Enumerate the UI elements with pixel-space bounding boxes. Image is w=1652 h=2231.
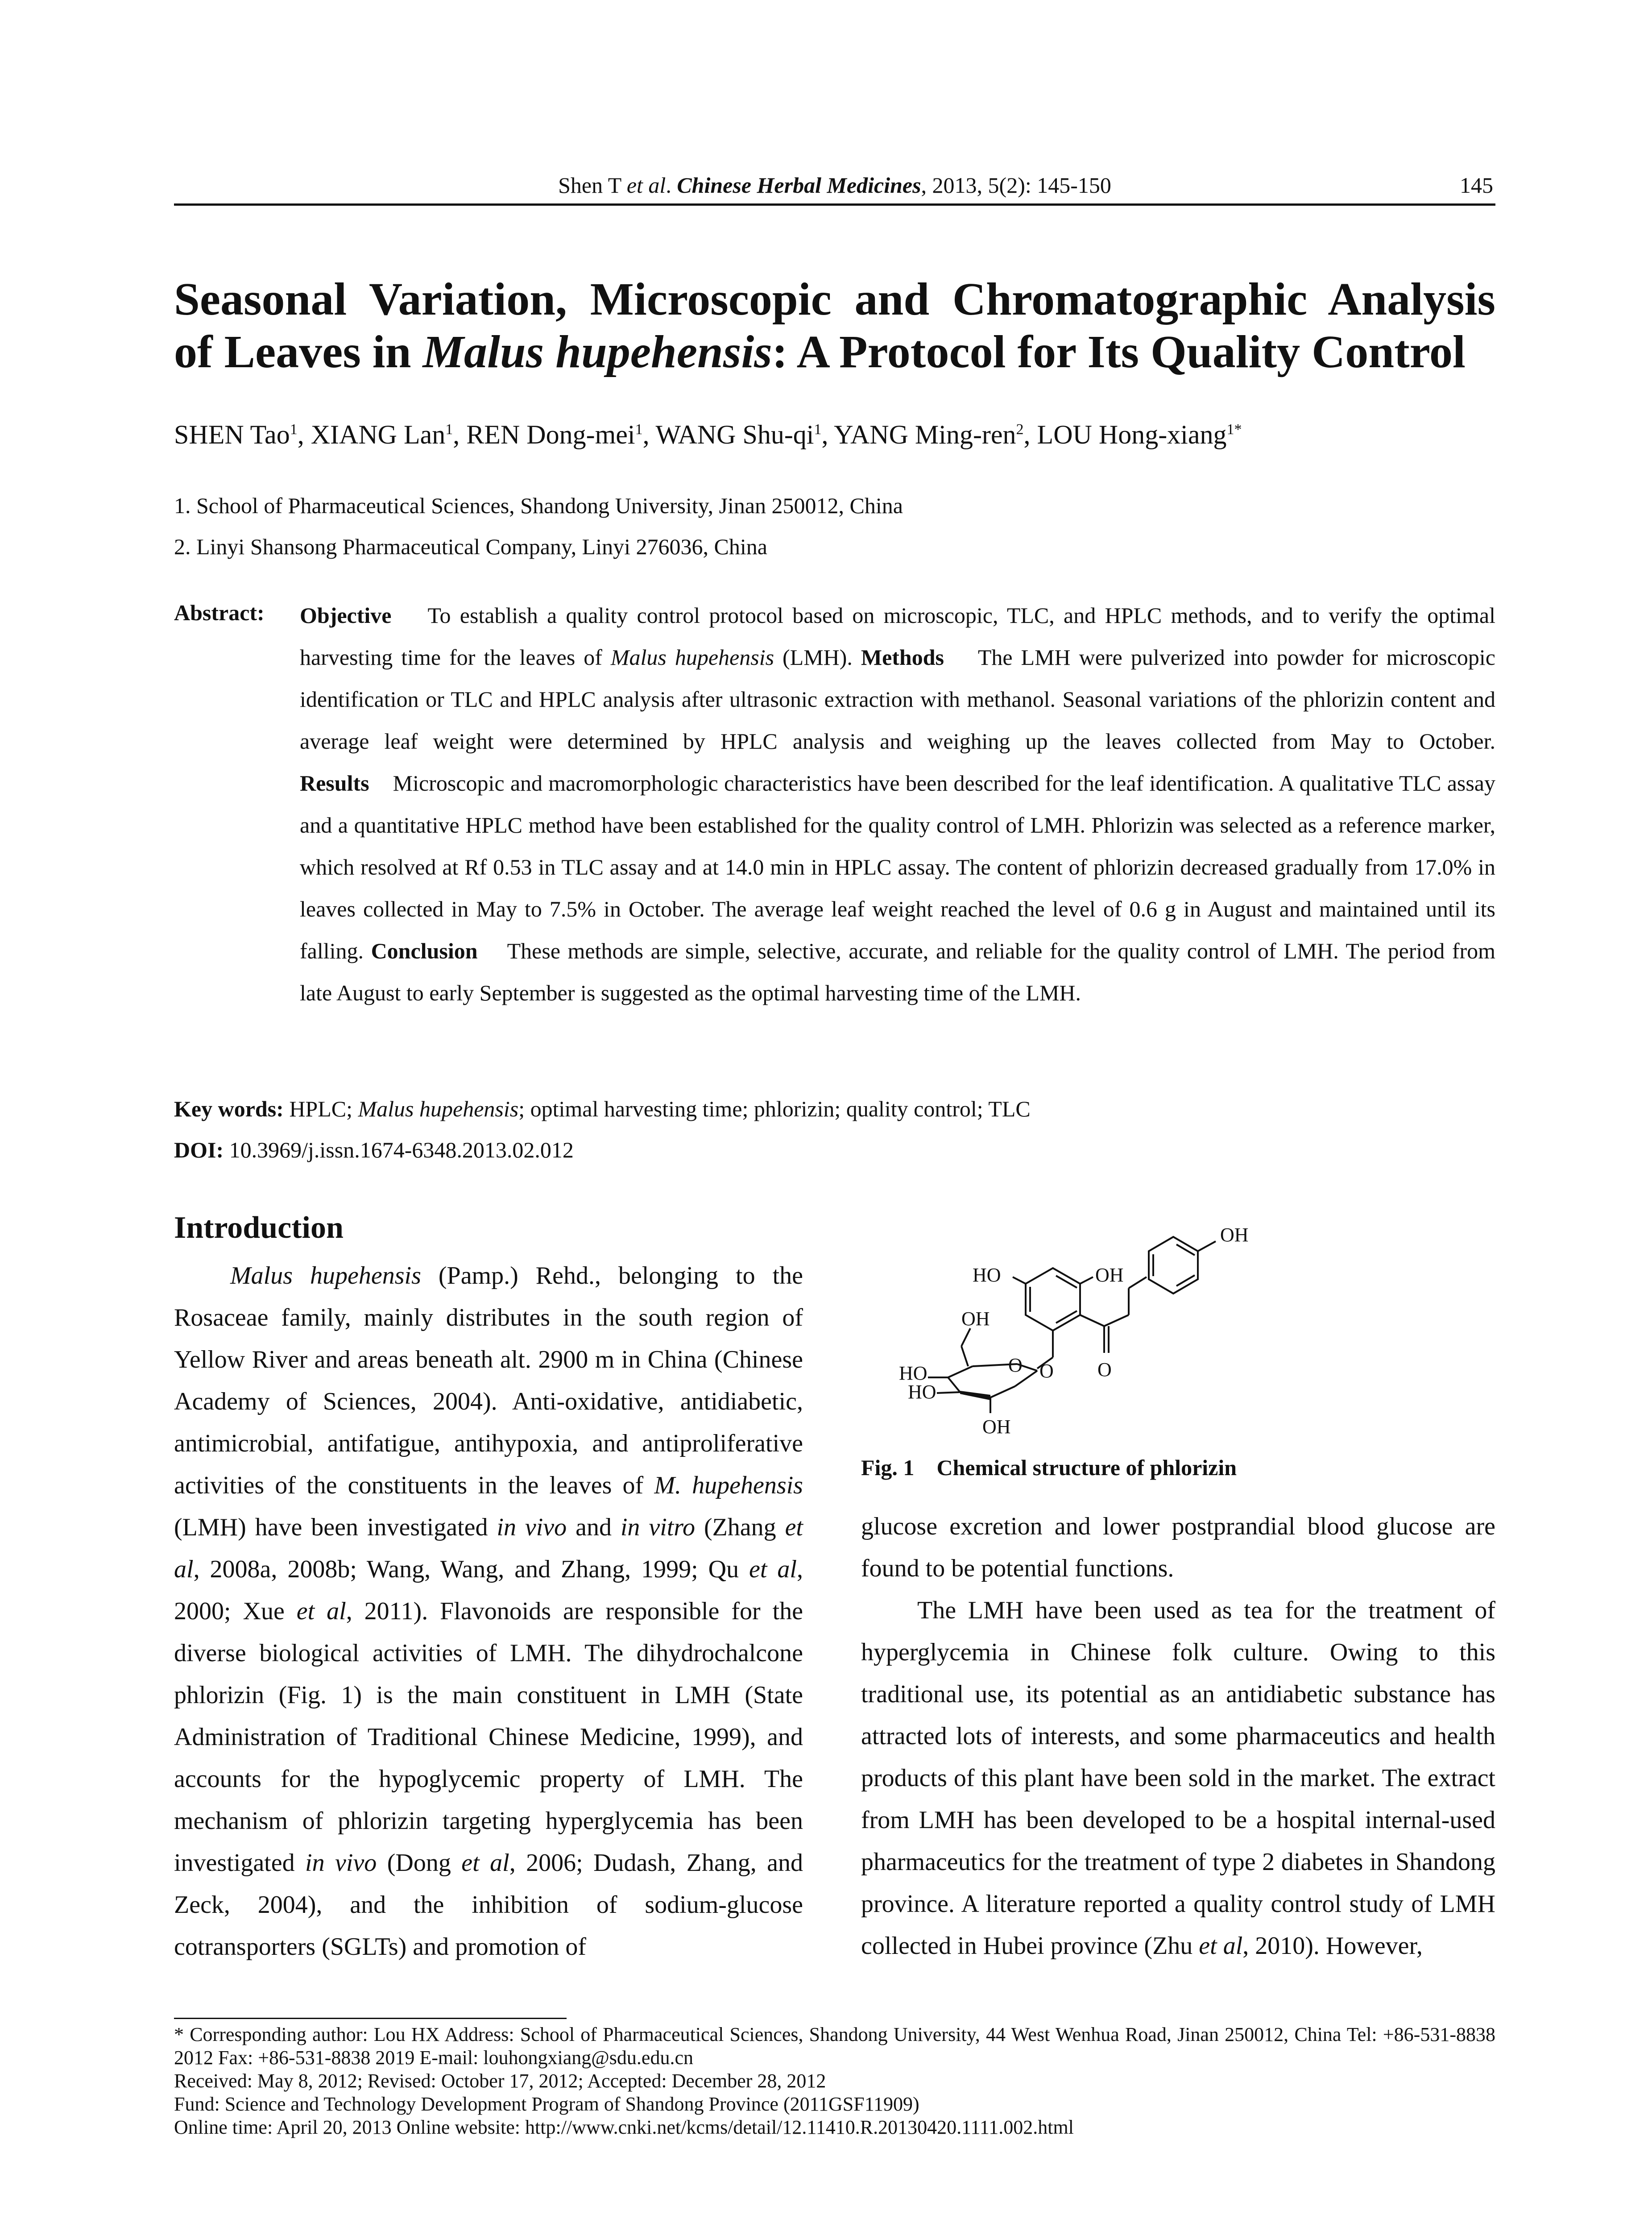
affiliation-1: 1. School of Pharmaceutical Sciences, Shandong University, Jinan 250012, China [174,493,903,518]
author: WANG Shu-qi [655,420,814,449]
intro-text: (Zhang [695,1514,785,1541]
results-text: Microscopic and macromorphologic characteristics have been described for the leaf identification. A qualitative TLC assay and a quantitative HPLC method have been established for the quality control of LMH. Phlorizin was selected as a reference marker, which resolved at Rf 0.53 in TLC assay and at 14.0 min in HPLC assay. The content of phlorizin decreased gradually from 17.0% in leaves collected in May to 7.5% in October. The average leaf weight reached the level of 0.6 g in August and maintained until its falling. [300,771,1496,963]
keywords [174,1096,1031,1122]
keywords-species: Malus hupehensis [358,1096,519,1121]
objective-tail: (LMH). [774,645,853,670]
running-head-etal: et al [626,173,666,198]
affiliation-2: 2. Linyi Shansong Pharmaceutical Company, Linyi 276036, China [174,534,767,559]
intro-right-column [861,1505,1495,1967]
intro-text: , 2000; Xue [174,1555,803,1625]
et-al: et al [461,1849,509,1877]
figure-caption [861,1455,1237,1480]
intro-text: , 2010). However, [1242,1932,1423,1960]
label-o-carbonyl: O [1097,1359,1112,1381]
intro-text: (Pamp.) Rehd., belonging to the Rosaceae family, mainly distributes in the south region of Yellow River and areas beneath alt. 2900 m in China (Chinese Academy of Sciences, 2004). Anti-oxidative, antidiabetic, antimicrobial, antifatigue, antihypoxia, and antiproliferative activities of the constituents in the leaves of [174,1262,803,1499]
author-affil: 1 [814,421,822,438]
conclusion-label: Conclusion [371,938,478,963]
species-abbrev: M. hupehensis [654,1472,803,1499]
keywords-post: ; optimal harvesting time; phlorizin; quality control; TLC [518,1096,1031,1121]
header-rule [174,203,1495,206]
intro-text: , 2006; Dudash, Zhang, and Zeck, 2004), and the inhibition of sodium-glucose cotransporters (SGLTs) and promotion of [174,1849,803,1961]
page-number: 145 [1460,173,1493,198]
intro-text: (LMH) have been investigated [174,1514,497,1541]
intro-text: The LMH have been used as tea for the treatment of hyperglycemia in Chinese folk culture. Owing to this traditional use, its potential as an antidiabetic substance has attracted lots of interests, and some pharmaceutics and health products of this plant have been sold in the market. The extract from LMH has been developed to be a hospital internal-used pharmaceutics for the treatment of type 2 diabetes in Shandong province. A literature reported a quality control study of LMH collected in Hubei province (Zhu [861,1597,1495,1960]
et-al: et al [174,1514,803,1583]
author: LOU Hong-xiang [1037,420,1227,449]
footnote-received: Received: May 8, 2012; Revised: October 17, 2012; Accepted: December 28, 2012 [174,2070,826,2092]
figure-label: Fig. 1 [861,1455,915,1480]
title-line-2-post: : A Protocol for Its Quality Control [772,326,1466,377]
running-head-author: Shen T [558,173,627,198]
author-list: SHEN Tao$^1$, XIANG Lan$^1$, REN Dong-mei$^1$, WANG Shu-$qi^1$, YANG Ming-ren$^2$, LOU Hong-xiang$^{1*}$ [174,420,1242,449]
author: SHEN Tao [174,420,290,449]
label-oh-bottom: OH [982,1416,1011,1438]
author: REN Dong-mei [466,420,635,449]
et-al: et al [749,1555,797,1583]
objective-label: Objective [300,603,392,628]
author-affil: 1 [290,421,298,438]
doi-label: DOI: [174,1137,224,1162]
paper-title [174,273,1495,378]
abstract-body [300,594,1495,1014]
title-line-2 [174,326,1495,378]
label-ho-1: HO [899,1362,927,1384]
footnote-fund: Fund: Science and Technology Development Program of Shandong Province (2011GSF11909) [174,2093,919,2115]
footnote-online: Online time: April 20, 2013 Online website: http://www.cnki.net/kcms/detail/12.11410.R.20130420.1111.002.html [174,2116,1074,2138]
running-head [174,172,1495,198]
label-ho-ring: HO [973,1264,1001,1286]
in-vitro: in vitro [620,1514,696,1541]
objective-text: To establish a quality control protocol based on microscopic, TLC, and HPLC methods, and to verify the optimal harvesting time for the leaves of [300,603,1495,670]
label-o-ring: O [1008,1354,1023,1376]
keywords-label: Key words: [174,1096,284,1121]
author-affil: 1 [635,421,643,438]
title-species: Malus hupehensis [422,326,772,377]
objective-species: Malus hupehensis [610,645,774,670]
footnote-corresponding: * Corresponding author: Lou HX Address: School of Pharmaceutical Sciences, Shandong University, 44 West Wenhua Road, Jinan 250012, China Tel: +86-531-8838 2012 Fax: +86-531-8838 2019 E-mail: louhongxiang@sdu.edu.cn [174,2024,1495,2069]
methods-label: Methods [861,645,944,670]
species-name: Malus hupehensis [230,1262,421,1290]
intro-left-column [174,1255,803,1968]
running-head-dot: . [666,173,677,198]
conclusion-text: These methods are simple, selective, accurate, and reliable for the quality control of LMH. The period from late August to early September is suggested as the optimal harvesting time of the LMH. [300,938,1496,1005]
label-oh-ring: OH [1095,1264,1124,1286]
doi [174,1137,574,1163]
running-head-journal: Chinese Herbal Medicines [677,173,921,198]
intro-paragraph-1 [174,1255,803,1968]
results-label: Results [300,771,369,796]
et-al: et al [1199,1932,1243,1960]
figure-caption-text: Chemical structure of phlorizin [936,1455,1237,1480]
author: YANG Ming-ren [834,420,1016,449]
author: XIANG Lan [311,420,446,449]
methods-text: The LMH were pulverized into powder for microscopic identification or TLC and HPLC analysis after ultrasonic extraction with methanol. Seasonal variations of the phlorizin content and average leaf weight were determined by HPLC analysis and weighing up the leaves collected from May to October. [300,645,1495,754]
title-line-1: Seasonal Variation, Microscopic and Chromatographic Analysis [174,274,1495,325]
wedge-bond [960,1391,990,1400]
footnotes [174,2023,1495,2139]
intro-text: (Dong [377,1849,462,1877]
doi-value: 10.3969/j.issn.1674-6348.2013.02.012 [224,1137,574,1162]
intro-text: and [567,1514,621,1541]
author-affil: 1* [1226,421,1242,438]
label-oh-ch2: OH [961,1308,990,1330]
title-line-2-pre: of Leaves in [174,326,423,377]
author-affil: 2 [1016,421,1024,438]
abstract-label: Abstract: [174,600,265,625]
intro-text: , 2008a, 2008b; Wang, Wang, and Zhang, 1999; Qu [193,1555,749,1583]
running-head-citation: , 2013, 5(2): 145-150 [921,173,1111,198]
et-al: et al [296,1597,346,1625]
label-o-link: O [1039,1360,1054,1382]
in-vivo: in vivo [497,1514,567,1541]
introduction-heading: Introduction [174,1211,344,1245]
in-vivo: in vivo [305,1849,377,1877]
footnote-rule [174,2018,567,2019]
phlorizin-structure-figure [861,1210,1289,1442]
intro-paragraph-2 [861,1589,1495,1967]
a-ring [1026,1268,1080,1331]
intro-text: , 2011). Flavonoids are responsible for the diverse biological activities of LMH. The dihydrochalcone phlorizin (Fig. 1) is the main constituent in LMH (State Administration of Traditional Chinese Medicine, 1999), and accounts for the hypoglycemic property of LMH. The mechanism of phlorizin targeting hyperglycemia has been investigated [174,1597,803,1877]
keywords-pre: HPLC; [283,1096,358,1121]
author-affil: 1 [445,421,453,438]
label-ho-2: HO [908,1381,936,1403]
intro-continuation: glucose excretion and lower postprandial blood glucose are found to be potential functions. [861,1513,1495,1582]
label-oh-top: OH [1220,1224,1249,1246]
b-ring [1149,1237,1198,1294]
